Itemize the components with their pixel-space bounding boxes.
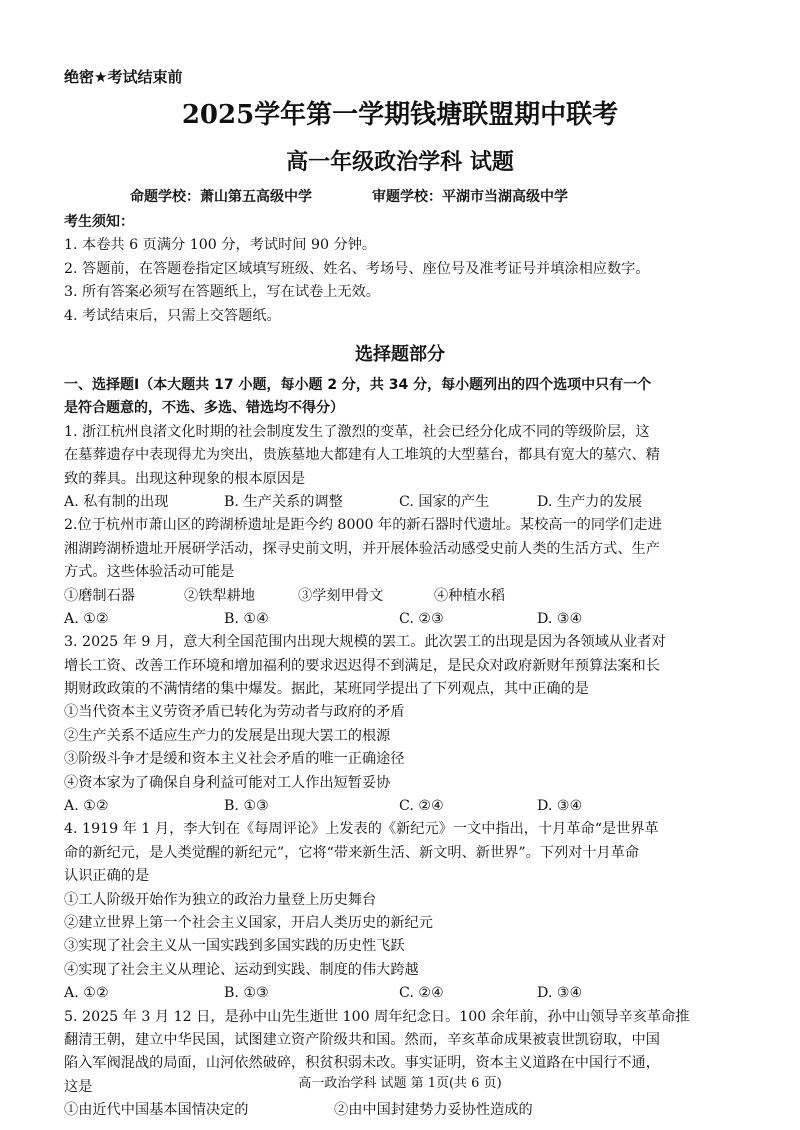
part-heading: 一、选择题Ⅰ（本大题共 17 小题，每小题 2 分，共 34 分，每小题列出的四个选项中只有一个 [64,377,652,393]
part-heading: 是符合题意的，不选、多选、错选均不得分） [64,400,344,417]
option-c: C. 国家的产生 [399,493,490,510]
option-b: B. ①④ [224,610,269,627]
question-3-text: 3. 2025 年 9 月，意大利全国范围内出现大规模的罢工。此次罢工的出现是因为各领域从业者对 [64,634,666,651]
question-3-statement: ①当代资本主义劳资矛盾已转化为劳动者与政府的矛盾 [64,704,405,721]
notice-item: 3. 所有答案必须写在答题纸上，写在试卷上无效。 [64,284,380,301]
option-d: D. ③④ [537,610,583,627]
question-4-statement: ③实现了社会主义从一国实践到多国实践的历史性飞跃 [64,938,405,955]
statement: ③学刻甲骨文 [298,587,384,604]
exam-title: 2025学年第一学期钱塘联盟期中联考 [181,100,619,130]
option-a: A. 私有制的出现 [64,493,169,510]
question-5-text: 这是 [64,1078,93,1095]
notice-item: 1. 本卷共 6 页满分 100 分，考试时间 90 分钟。 [64,237,377,254]
question-2-options [64,608,744,631]
school-info [130,186,568,206]
option-a: A. ①② [64,610,109,627]
option-d: D. 生产力的发展 [537,493,643,510]
exam-subtitle: 高一年级政治学科 试题 [286,149,514,175]
option-d: D. ③④ [537,985,583,1002]
question-3-statement: ③阶级斗争才是缓和资本主义社会矛盾的唯一正确途径 [64,751,405,768]
section-title: 选择题部分 [355,344,445,365]
question-4-text: 认识正确的是 [64,868,150,885]
question-4-statement: ④实现了社会主义从理论、运动到实践、制度的伟大跨越 [64,961,419,978]
question-4-statement: ①工人阶级开始作为独立的政治力量登上历史舞台 [64,891,377,908]
question-4-options [64,982,744,1005]
option-d: D. ③④ [537,798,583,815]
confidential-label: 绝密★考试结束前 [64,68,183,86]
option-b: B. ①③ [224,985,269,1002]
statement: ④种植水稻 [434,587,505,604]
question-1-text: 在墓葬遗存中表现得尤为突出，贵族墓地大都建有人工堆筑的大型墓台，都具有宽大的墓穴、精 [64,447,660,464]
option-c: C. ②③ [399,610,444,627]
question-3-text: 期财政政策的不满情绪的集中爆发。据此，某班同学提出了下列观点，其中正确的是 [64,681,589,698]
questions-block [64,374,744,1123]
option-a: A. ①② [64,798,109,815]
question-1-options [64,491,744,514]
question-5-text: 陷入军阀混战的局面，山河依然破碎，积贫积弱未改。事实证明，资本主义道路在中国行不通， [64,1055,660,1072]
option-c: C. ②④ [399,985,444,1002]
notice-block [64,211,744,328]
question-5-statements [64,1099,744,1122]
option-a: A. ①② [64,985,109,1002]
option-c: C. ②④ [399,798,444,815]
option-b: B. 生产关系的调整 [224,493,343,510]
notice-heading: 考生须知： [64,214,134,230]
proposer-school: 命题学校：萧山第五高级中学 [130,189,312,205]
page-footer: 高一政治学科 试题 第 1页(共 6 页) [298,1076,502,1091]
reviewer-school: 审题学校：平湖市当湖高级中学 [372,189,568,205]
question-2-text: 湘湖跨湖桥遗址开展研学活动，探寻史前文明，并开展体验活动感受史前人类的生活方式、生产 [64,540,660,557]
statement: ①磨制石器 [64,587,135,604]
question-3-options [64,795,744,818]
question-4-text: 4. 1919 年 1 月，李大钊在《每周评论》上发表的《新纪元》一文中指出，十月革命“是世界革 [64,821,659,838]
notice-item: 4. 考试结束后，只需上交答题纸。 [64,307,281,324]
question-1-text: 致的葬具。出现这种现象的根本原因是 [64,470,306,487]
question-3-text: 增长工资、改善工作环境和增加福利的要求迟迟得不到满足，是民众对政府新财年预算法案和长 [64,657,660,674]
question-3-statement: ④资本家为了确保自身利益可能对工人作出短暂妥协 [64,774,391,791]
statement: ①由近代中国基本国情决定的 [64,1102,249,1119]
option-b: B. ①③ [224,798,269,815]
question-4-statement: ②建立世界上第一个社会主义国家，开启人类历史的新纪元 [64,914,433,931]
question-4-text: 命的新纪元，是人类觉醒的新纪元”，它将“带来新生活、新文明、新世界”。下列对十月革命 [64,844,640,861]
question-3-statement: ②生产关系不适应生产力的发展是出现大罢工的根源 [64,727,391,744]
statement: ②铁犁耕地 [184,587,255,604]
notice-item: 2. 答题前，在答题卷指定区域填写班级、姓名、考场号、座位号及准考证号并填涂相应数字。 [64,260,650,277]
question-5-text: 5. 2025 年 3 月 12 日，是孙中山先生逝世 100 周年纪念日。100 余年前，孙中山领导辛亥革命推 [64,1008,690,1025]
question-2-text: 2.位于杭州市萧山区的跨湖桥遗址是距今约 8000 年的新石器时代遗址。某校高一的同学们走进 [64,517,662,534]
question-2-text: 方式。这些体验活动可能是 [64,564,235,581]
question-5-text: 翻清王朝，建立中华民国，试图建立资产阶级共和国。然而，辛亥革命成果被袁世凯窃取，中国 [64,1031,660,1048]
question-1-text: 1. 浙江杭州良渚文化时期的社会制度发生了激烈的变革，社会已经分化成不同的等级阶层，这 [64,423,650,440]
statement: ②由中国封建势力妥协性造成的 [334,1102,533,1119]
question-2-statements [64,585,744,608]
